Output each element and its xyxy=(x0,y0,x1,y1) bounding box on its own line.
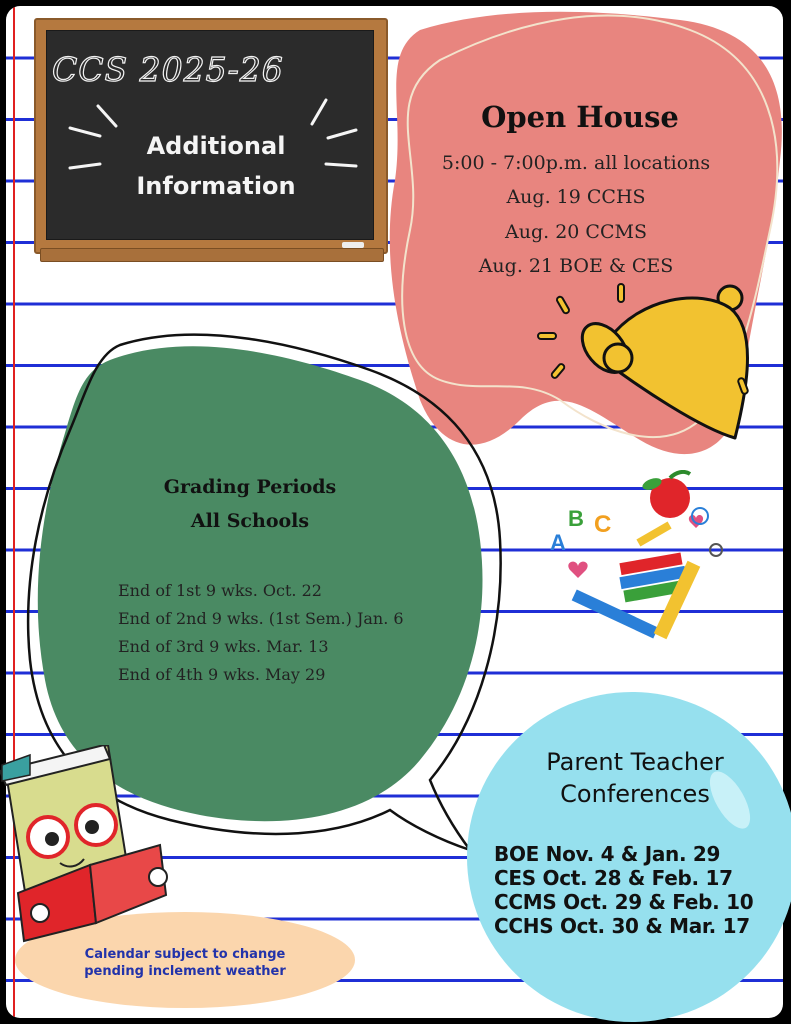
conference-line: CCMS Oct. 29 & Feb. 10 xyxy=(494,890,754,914)
grading-periods-subtitle: All Schools xyxy=(190,510,310,532)
weather-note-line2: pending inclement weather xyxy=(84,964,286,979)
chalkboard xyxy=(34,18,388,262)
chalkboard-subtitle xyxy=(130,126,302,206)
letter-a: A xyxy=(550,530,566,555)
grading-period-line: End of 3rd 9 wks. Mar. 13 xyxy=(118,637,329,656)
open-house-line: Aug. 20 CCMS xyxy=(505,221,647,243)
letter-b: B xyxy=(568,506,584,531)
conference-line: CCHS Oct. 30 & Mar. 17 xyxy=(494,914,750,938)
open-house-line: Aug. 19 CCHS xyxy=(506,186,646,208)
conferences-title-line1: Parent Teacher xyxy=(546,748,724,776)
open-house-title: Open House xyxy=(481,100,679,134)
chalkboard-subtitle-line2: Information xyxy=(136,172,296,200)
conferences-title-line2: Conferences xyxy=(560,780,710,808)
grading-period-line: End of 2nd 9 wks. (1st Sem.) Jan. 6 xyxy=(118,609,404,628)
weather-note xyxy=(40,946,330,980)
chalkboard-subtitle-line1: Additional xyxy=(146,132,286,160)
letter-c: C xyxy=(594,511,612,538)
weather-note-line1: Calendar subject to change xyxy=(84,947,286,962)
grading-period-line: End of 1st 9 wks. Oct. 22 xyxy=(118,581,322,600)
bell-icon xyxy=(530,278,760,448)
school-supplies-icon xyxy=(540,470,730,650)
chalkboard-title: CCS 2025-26 xyxy=(52,50,284,89)
open-house-line: 5:00 - 7:00p.m. all locations xyxy=(441,152,711,174)
grading-period-line: End of 4th 9 wks. May 29 xyxy=(118,665,326,684)
reading-book-icon xyxy=(0,745,190,945)
conference-line: CES Oct. 28 & Feb. 17 xyxy=(494,866,733,890)
conference-line: BOE Nov. 4 & Jan. 29 xyxy=(494,842,721,866)
open-house-line: Aug. 21 BOE & CES xyxy=(478,255,674,277)
conferences-title xyxy=(510,746,760,810)
grading-periods-title: Grading Periods xyxy=(163,476,337,498)
